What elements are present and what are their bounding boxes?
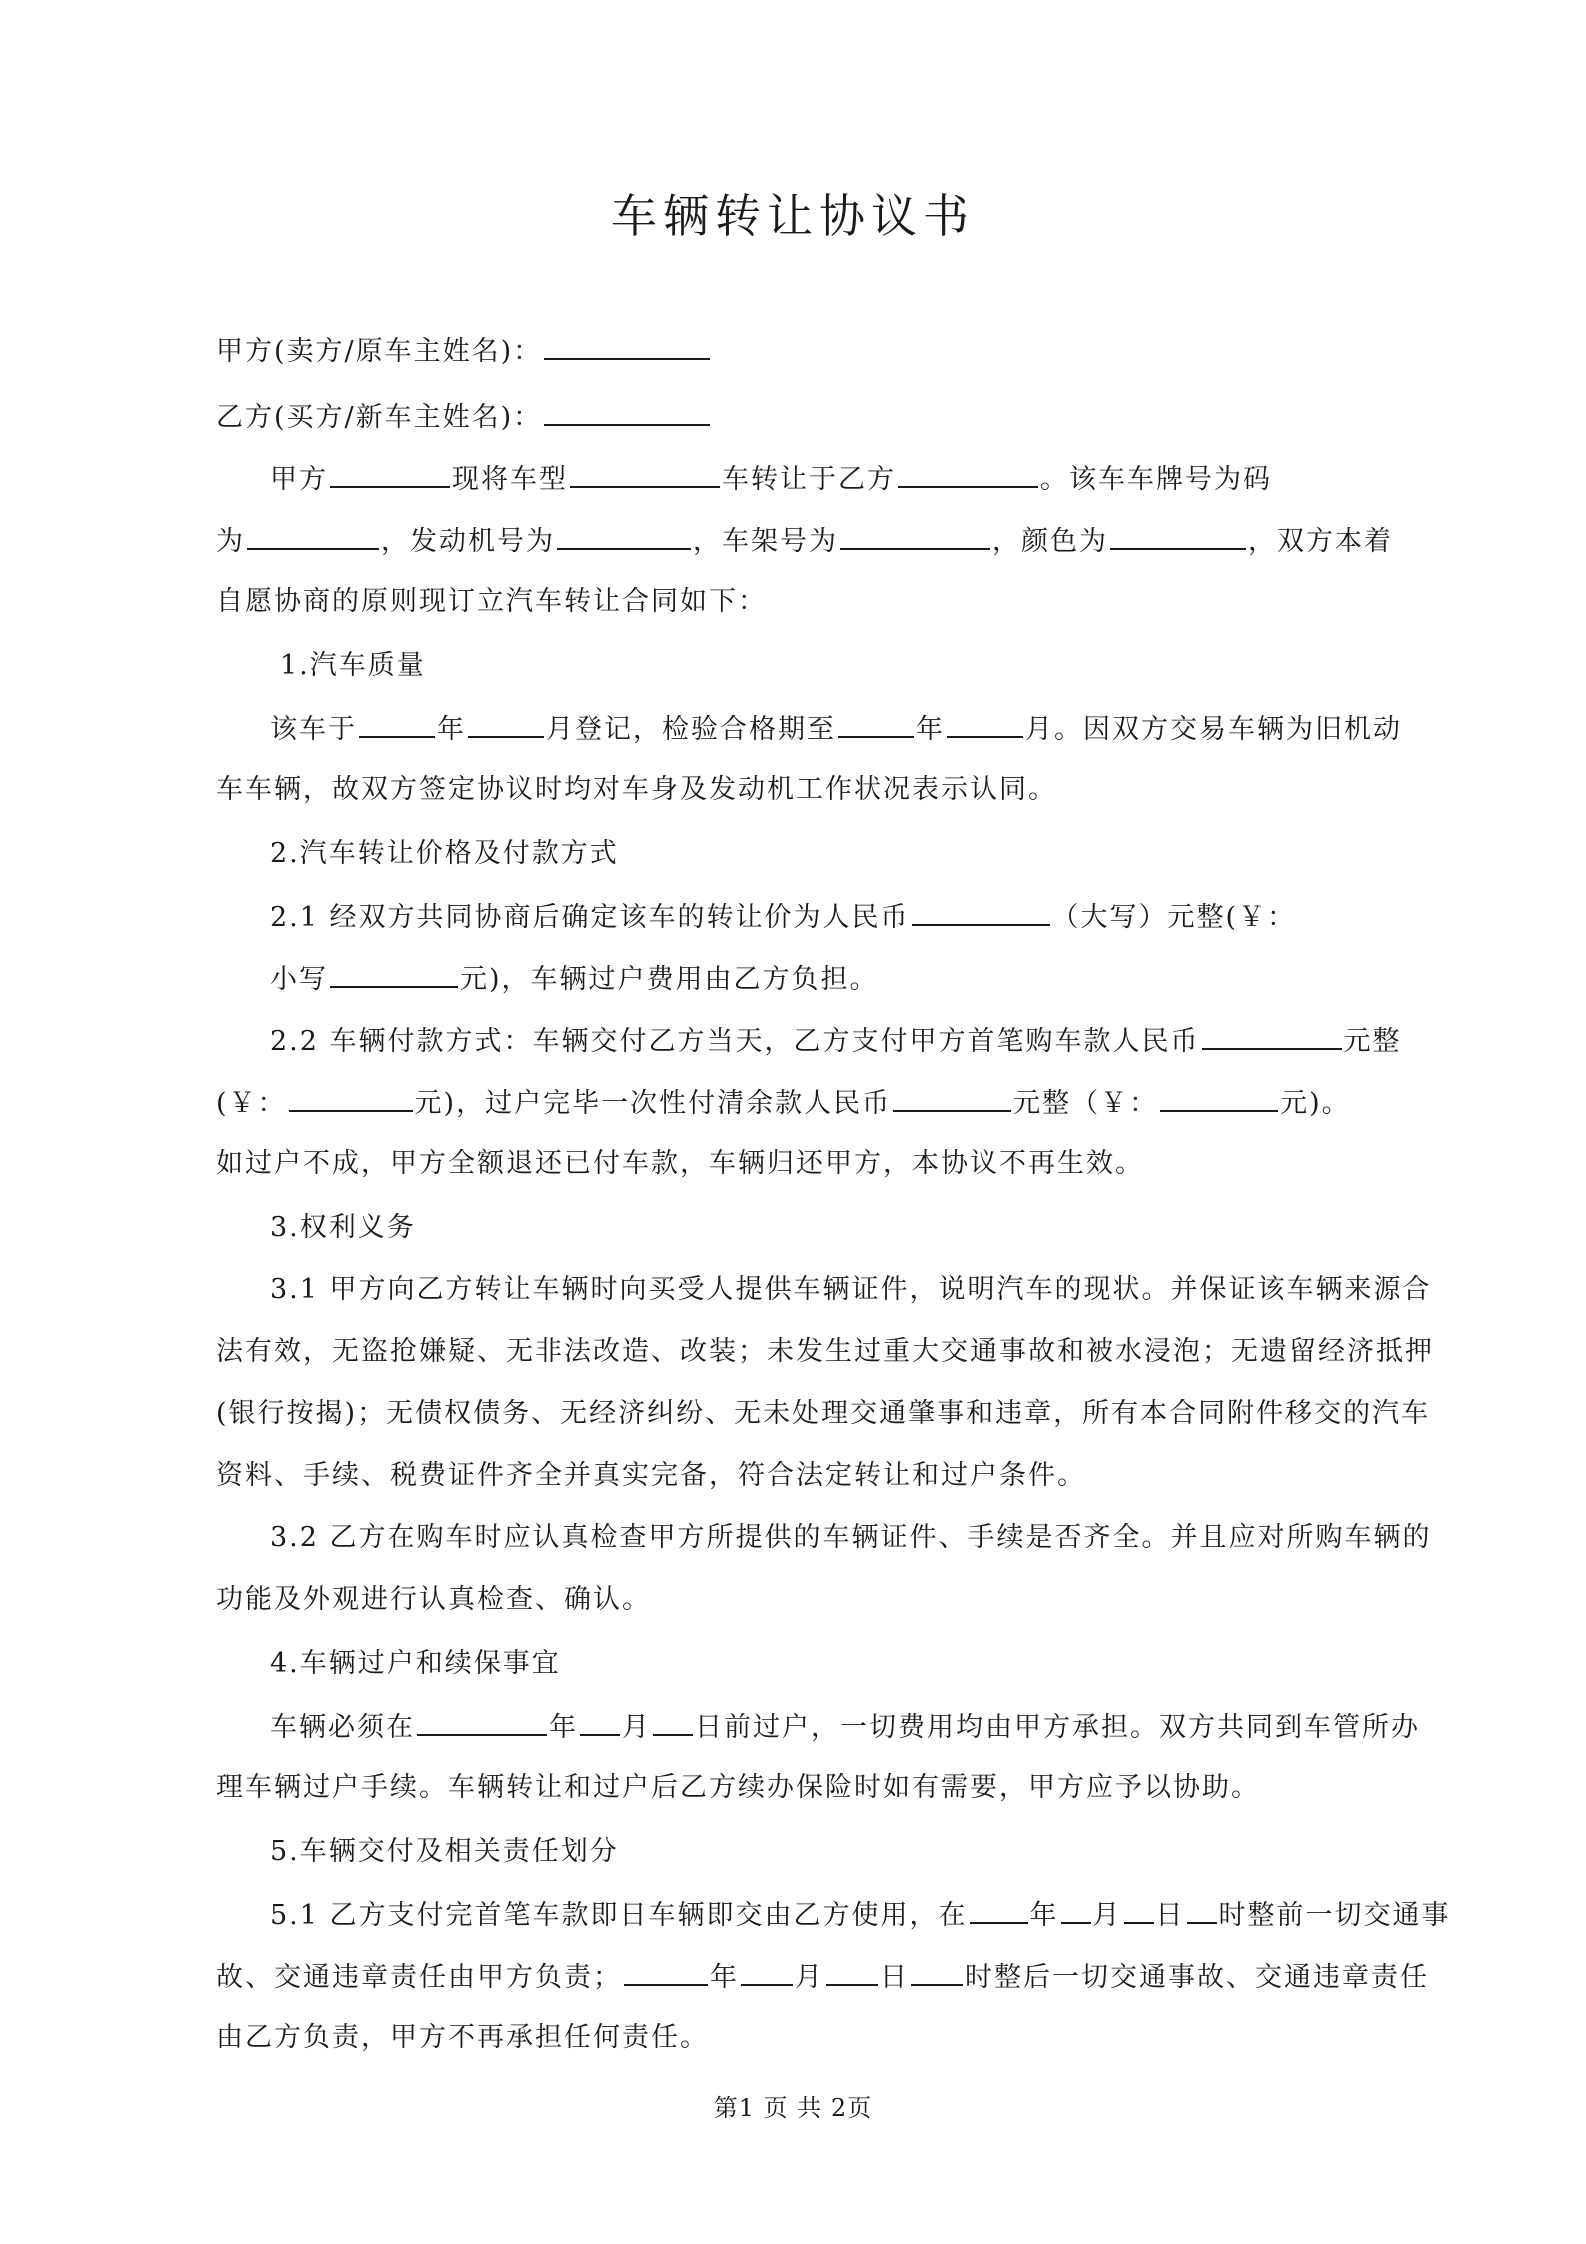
section-text: 车辆必须在	[270, 1712, 415, 1743]
section-text: 年	[1029, 1900, 1059, 1931]
intro-text: 。该车车牌号为码	[1040, 464, 1272, 495]
party-a-blank[interactable]	[330, 458, 450, 488]
section-text: 5.1 乙方支付完首笔车款即日车辆即交由乙方使用，在	[270, 1900, 968, 1931]
intro-text: ，车架号为	[693, 526, 838, 557]
liability-month-blank[interactable]	[741, 1956, 793, 1986]
section-5-heading: 5.车辆交付及相关责任划分	[270, 1836, 619, 1867]
liability-day-blank[interactable]	[826, 1956, 878, 1986]
section-text: 月。因双方交易车辆为旧机动	[1025, 714, 1402, 745]
first-payment-amount-blank[interactable]	[289, 1082, 413, 1112]
intro-text: ，发动机号为	[381, 526, 555, 557]
section-2-2-line-2	[216, 1082, 1386, 1124]
section-3-1-line-4: 资料、手续、税费证件齐全并真实完备，符合法定转让和过户条件。	[216, 1460, 1086, 1491]
vin-blank[interactable]	[840, 520, 990, 550]
section-text: 元)，车辆过户费用由乙方负担。	[460, 964, 879, 995]
engine-number-blank[interactable]	[557, 520, 691, 550]
transfer-year-blank[interactable]	[417, 1706, 547, 1736]
section-3-1-line-2: 法有效，无盗抢嫌疑、无非法改造、改装；未发生过重大交通事故和被水浸泡；无遗留经济抵押	[216, 1336, 1434, 1367]
intro-line-2	[216, 520, 1393, 562]
color-blank[interactable]	[1110, 520, 1246, 550]
section-text: 年	[437, 714, 466, 745]
section-text: 月登记，检验合格期至	[546, 714, 836, 745]
section-3-1-line-1: 3.1 甲方向乙方转让车辆时向买受人提供车辆证件，说明汽车的现状。并保证该车辆来源合	[270, 1274, 1432, 1305]
page-footer: 第1 页 共 2页	[713, 2094, 873, 2122]
handover-year-blank[interactable]	[970, 1894, 1028, 1924]
section-text: 2.2 车辆付款方式：车辆交付乙方当天，乙方支付甲方首笔购车款人民币	[270, 1026, 1200, 1057]
section-2-2-line-3: 如过户不成，甲方全额退还已付车款，车辆归还甲方，本协议不再生效。	[216, 1148, 1144, 1179]
plate-number-blank[interactable]	[247, 520, 379, 550]
balance-amount-blank[interactable]	[1160, 1082, 1278, 1112]
section-text: 年	[549, 1712, 578, 1743]
section-3-1-line-3: (银行按揭)；无债权债务、无经济纠纷、无未处理交通肇事和违章，所有本合同附件移交的汽车	[216, 1398, 1431, 1429]
section-text: 元)。	[1280, 1088, 1351, 1119]
section-text: （大写）元整(￥：	[1051, 902, 1297, 933]
section-text: 日	[880, 1962, 909, 1993]
section-text: 小写	[270, 964, 328, 995]
register-year-blank[interactable]	[359, 708, 435, 738]
section-text: 时整后一切交通事故、交通违章责任	[965, 1962, 1429, 1993]
party-a-line	[216, 330, 1386, 372]
section-text: 时整前一切交通事	[1218, 1900, 1451, 1931]
party-a-name-blank[interactable]	[544, 330, 710, 360]
intro-text: 现将车型	[452, 464, 568, 495]
register-month-blank[interactable]	[468, 708, 544, 738]
price-uppercase-blank[interactable]	[912, 896, 1050, 926]
section-5-1-line-2	[216, 1956, 1429, 1998]
section-4-line-1	[270, 1706, 1420, 1748]
section-text: (￥：	[216, 1088, 287, 1119]
price-lowercase-blank[interactable]	[330, 958, 458, 988]
section-1-line-1	[270, 708, 1402, 750]
section-text: 元整（￥：	[1013, 1088, 1159, 1119]
section-text: 日前过户，一切费用均由甲方承担。双方共同到车管所办	[695, 1712, 1420, 1743]
inspection-year-blank[interactable]	[838, 708, 914, 738]
first-payment-blank[interactable]	[1202, 1020, 1342, 1050]
section-text: 年	[710, 1962, 739, 1993]
handover-hour-blank[interactable]	[1187, 1894, 1217, 1924]
section-1-heading: 1.汽车质量	[280, 650, 426, 681]
section-text: 月	[795, 1962, 824, 1993]
section-text: 年	[916, 714, 945, 745]
section-2-heading: 2.汽车转让价格及付款方式	[270, 838, 619, 869]
intro-text: 为	[216, 526, 245, 557]
intro-line-3: 自愿协商的原则现订立汽车转让合同如下：	[216, 586, 767, 617]
section-3-2-line-1: 3.2 乙方在购车时应认真检查甲方所提供的车辆证件、手续是否齐全。并且应对所购车辆的	[270, 1522, 1432, 1553]
section-2-1-line-2	[270, 958, 1386, 1000]
liability-hour-blank[interactable]	[911, 1956, 963, 1986]
section-text: 故、交通违章责任由甲方负责；	[216, 1962, 622, 1993]
section-text: 2.1 经双方共同协商后确定该车的转让价为人民币	[270, 902, 910, 933]
intro-text: ，双方本着	[1248, 526, 1393, 557]
section-4-heading: 4.车辆过户和续保事宜	[270, 1648, 561, 1679]
balance-payment-blank[interactable]	[893, 1082, 1011, 1112]
party-b-blank[interactable]	[898, 458, 1038, 488]
party-b-label: 乙方(买方/新车主姓名)：	[216, 402, 543, 433]
section-text: 该车于	[270, 714, 357, 745]
section-text: 元)，过户完毕一次性付清余款人民币	[414, 1088, 892, 1119]
intro-text: ，颜色为	[992, 526, 1108, 557]
section-2-2-line-1	[270, 1020, 1402, 1062]
transfer-day-blank[interactable]	[653, 1706, 693, 1736]
handover-month-blank[interactable]	[1061, 1894, 1091, 1924]
section-text: 日	[1155, 1900, 1185, 1931]
section-5-1-line-3: 由乙方负责，甲方不再承担任何责任。	[216, 2022, 709, 2053]
section-5-1-line-1	[270, 1894, 1451, 1936]
intro-line-1	[270, 458, 1386, 500]
party-b-name-blank[interactable]	[544, 396, 710, 426]
intro-text: 车转让于乙方	[722, 464, 896, 495]
intro-text: 甲方	[270, 464, 328, 495]
section-4-line-2: 理车辆过户手续。车辆转让和过户后乙方续办保险时如有需要，甲方应予以协助。	[216, 1772, 1260, 1803]
car-model-blank[interactable]	[570, 458, 720, 488]
section-text: 月	[1092, 1900, 1122, 1931]
section-3-2-line-2: 功能及外观进行认真检查、确认。	[216, 1584, 651, 1615]
section-text: 月	[622, 1712, 651, 1743]
party-a-label: 甲方(卖方/原车主姓名)：	[216, 336, 543, 367]
section-3-heading: 3.权利义务	[270, 1212, 416, 1243]
section-2-1-line-1	[270, 896, 1386, 938]
document-title: 车辆转让协议书	[611, 189, 975, 243]
party-b-line	[216, 396, 1386, 438]
handover-day-blank[interactable]	[1124, 1894, 1154, 1924]
transfer-month-blank[interactable]	[580, 1706, 620, 1736]
liability-year-blank[interactable]	[624, 1956, 708, 1986]
inspection-month-blank[interactable]	[947, 708, 1023, 738]
section-1-line-2: 车车辆，故双方签定协议时均对车身及发动机工作状况表示认同。	[216, 774, 1057, 805]
section-text: 元整	[1343, 1026, 1402, 1057]
